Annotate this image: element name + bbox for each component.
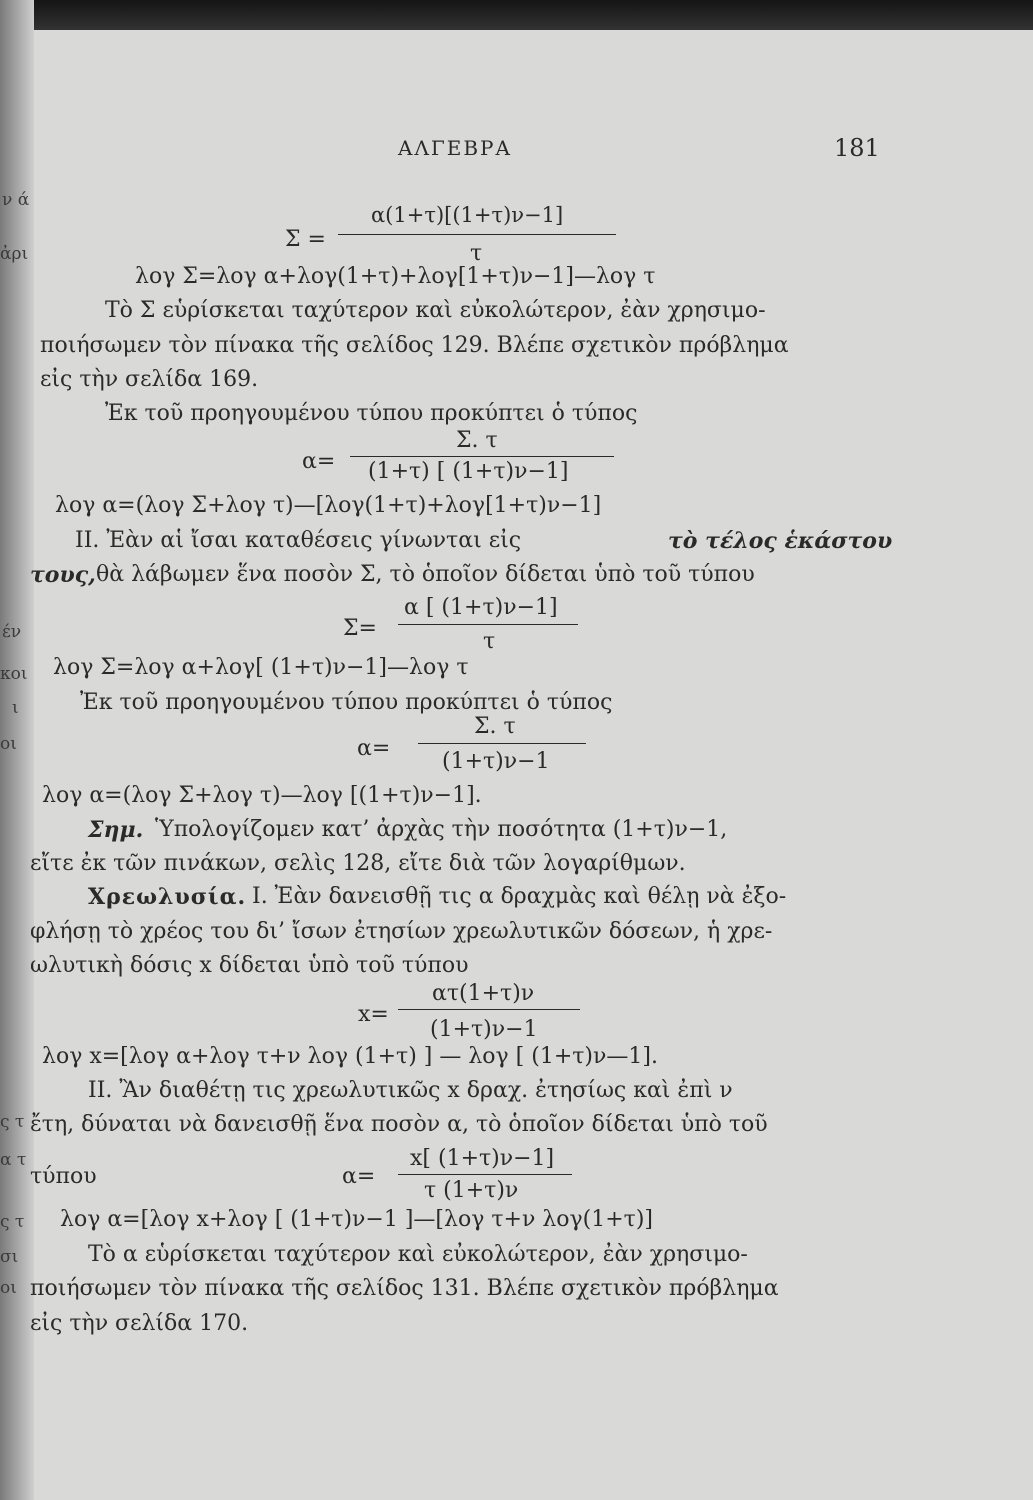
log-formula: λογ Σ=λογ α+λογ(1+τ)+λογ[1+τ)ν−1]—λογ τ (135, 264, 656, 289)
margin-fragment: ν ά (2, 190, 30, 210)
formula-lhs: α= (357, 736, 391, 761)
formula-numerator: x[ (1+τ)ν−1] (410, 1146, 555, 1171)
formula-lhs: Σ= (343, 616, 377, 641)
fraction-bar (338, 234, 616, 235)
text-line: εἰς τὴν σελίδα 170. (30, 1311, 249, 1336)
margin-fragment: ἀρι (0, 244, 29, 264)
log-formula: λογ Σ=λογ α+λογ[ (1+τ)ν−1]—λογ τ (53, 655, 469, 680)
margin-fragment: κοι (0, 664, 28, 684)
formula-lhs: α= (342, 1164, 376, 1189)
formula-numerator: Σ. τ (456, 428, 498, 453)
margin-fragment: ι (12, 698, 19, 718)
text-line: Ἐκ τοῦ προηγουμένου τύπου προκύπτει ὁ τύπος (80, 690, 613, 715)
text-line: ἔτη, δύναται νὰ δανεισθῇ ἕνα ποσὸν α, τὸ ὁποῖον δίδεται ὑπὸ τοῦ (30, 1112, 768, 1137)
text-line: Τὸ α εὑρίσκεται ταχύτερον καὶ εὐκολώτερον, ἐὰν χρησιμο- (88, 1242, 748, 1267)
section-heading: Χρεωλυσία. (88, 884, 247, 910)
margin-fragment: έν (2, 622, 22, 642)
formula-denominator: τ (470, 241, 483, 266)
text-line: εἴτε ἐκ τῶν πινάκων, σελὶς 128, εἴτε διὰ τῶν λογαρίθμων. (30, 851, 686, 876)
text-line: τύπου (30, 1164, 97, 1189)
formula-denominator: (1+τ)ν−1 (442, 749, 550, 774)
text-line: ποιήσωμεν τὸν πίνακα τῆς σελίδος 129. Βλέπε σχετικὸν πρόβλημα (40, 333, 789, 358)
text-line: φλήσῃ τὸ χρέος του δι’ ἴσων ἐτησίων χρεωλυτικῶν δόσεων, ἡ χρε- (30, 919, 773, 944)
text-line: ΙΙ. Ἂν διαθέτῃ τις χρεωλυτικῶς x δραχ. ἐτησίως καὶ ἐπὶ ν (88, 1078, 733, 1103)
fraction-bar (398, 624, 578, 625)
margin-fragment: α τ (0, 1150, 27, 1170)
margin-fragment: σι (0, 1247, 19, 1267)
formula-denominator: τ (1+τ)ν (424, 1178, 519, 1203)
text-line: εἰς τὴν σελίδα 169. (40, 367, 259, 392)
margin-fragment: οι (0, 1278, 17, 1298)
note-label: Σημ. (88, 817, 144, 843)
emphasis-text: τους, (30, 562, 96, 588)
text-line: Ἐκ τοῦ προηγουμένου τύπου προκύπτει ὁ τύπος (105, 401, 638, 426)
fraction-bar (350, 456, 614, 457)
text-line: ωλυτικὴ δόσις x δίδεται ὑπὸ τοῦ τύπου (30, 953, 469, 978)
margin-fragment: ς τ (0, 1212, 25, 1232)
log-formula: λογ x=[λογ α+λογ τ+ν λογ (1+τ) ] — λογ [ (1+τ)ν—1]. (42, 1044, 658, 1069)
text-line: Ι. Ἐὰν δανεισθῇ τις α δραχμὰς καὶ θέλῃ νὰ ἐξο- (252, 884, 787, 909)
formula-denominator: (1+τ) [ (1+τ)ν−1] (368, 459, 569, 484)
fraction-bar (398, 1174, 572, 1175)
text-line: ΙΙ. Ἐὰν αἱ ἴσαι καταθέσεις γίνωνται εἰς (75, 528, 522, 553)
emphasis-text: τὸ τέλος ἑκάστου (668, 528, 893, 554)
log-formula: λογ α=(λογ Σ+λογ τ)—[λογ(1+τ)+λογ[1+τ)ν−1] (55, 493, 602, 518)
formula-numerator: α(1+τ)[(1+τ)ν−1] (371, 203, 564, 227)
fraction-bar (398, 1009, 580, 1010)
text-line: ποιήσωμεν τὸν πίνακα τῆς σελίδος 131. Βλέπε σχετικὸν πρόβλημα (30, 1276, 779, 1301)
fraction-bar (418, 743, 586, 744)
margin-fragment: οι (0, 734, 17, 754)
formula-numerator: Σ. τ (474, 714, 516, 739)
log-formula: λογ α=[λογ x+λογ [ (1+τ)ν−1 ]—[λογ τ+ν λογ(1+τ)] (60, 1207, 654, 1232)
formula-lhs: α= (302, 449, 336, 474)
text-line: Ὑπολογίζομεν κατ’ ἀρχὰς τὴν ποσότητα (1+τ)ν−1, (155, 817, 728, 842)
formula-numerator: ατ(1+τ)ν (432, 981, 535, 1006)
running-header: ΑΛΓΕΒΡΑ (398, 136, 512, 160)
page-number: 181 (834, 134, 880, 162)
formula-lhs: x= (358, 1002, 389, 1027)
formula-denominator: (1+τ)ν−1 (430, 1017, 538, 1042)
margin-fragment: ς τ (0, 1112, 25, 1132)
formula-numerator: α [ (1+τ)ν−1] (404, 595, 558, 620)
log-formula: λογ α=(λογ Σ+λογ τ)—λογ [(1+τ)ν−1]. (42, 783, 482, 808)
text-line: Τὸ Σ εὑρίσκεται ταχύτερον καὶ εὐκολώτερον, ἐὰν χρησιμο- (105, 298, 766, 323)
text-line: θὰ λάβωμεν ἕνα ποσὸν Σ, τὸ ὁποῖον δίδεται ὑπὸ τοῦ τύπου (96, 562, 755, 587)
formula-lhs: Σ = (285, 227, 326, 252)
formula-denominator: τ (483, 629, 496, 654)
